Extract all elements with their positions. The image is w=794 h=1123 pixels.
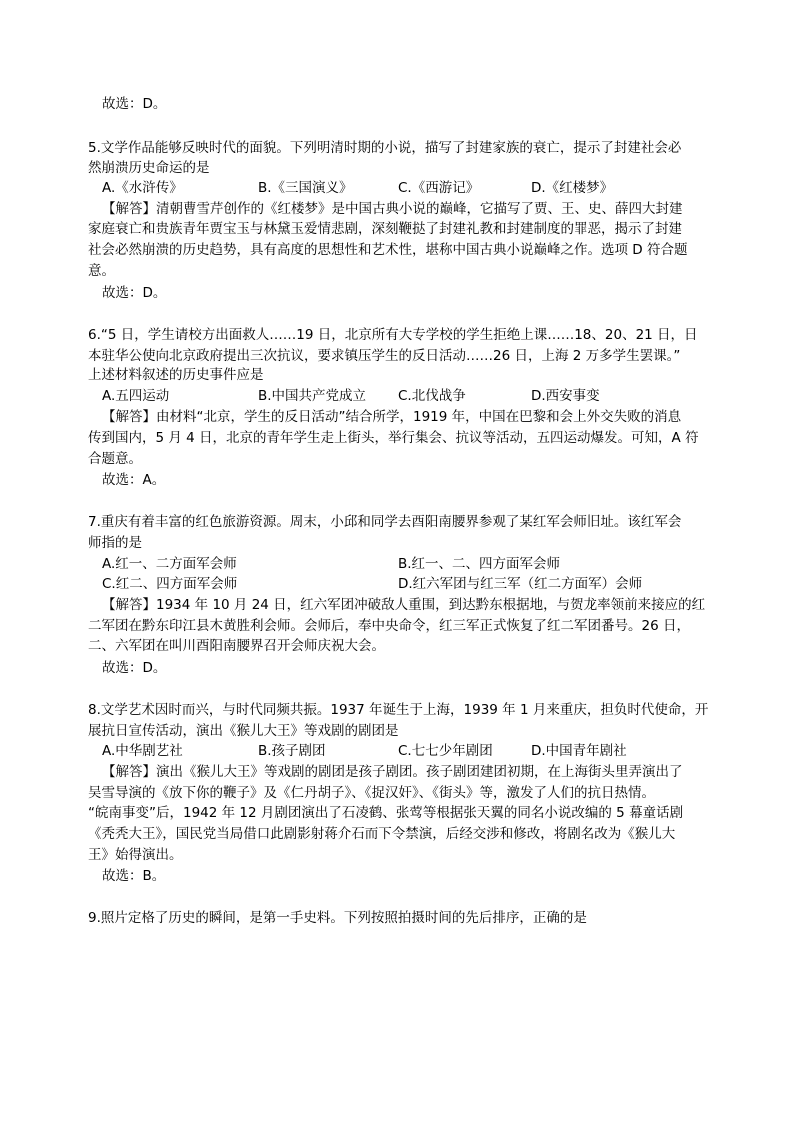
- q8-stem-line-1: 8.文学艺术因时而兴，与时代同频共振。1937 年诞生于上海，1939 年 1 月来重庆，担负时代使命，开: [88, 702, 709, 718]
- q5-stem-line-1: 5.文学作品能够反映时代的面貌。下列明清时期的小说，描写了封建家族的衰亡，提示了封建社会必: [88, 140, 682, 156]
- q6-stem-line-2: 本驻华公使向北京政府提出三次抗议，要求镇压学生的反日活动……26 日，上海 2 万多学生罢课。”: [88, 348, 681, 364]
- q7-option-c: C.红二、四方面军会师: [102, 576, 238, 592]
- q5-analysis-line-3: 社会必然崩溃的历史趋势，具有高度的思想性和艺术性，堪称中国古典小说巅峰之作。选项 D 符合题: [88, 242, 688, 258]
- q7-stem-line-2: 师指的是: [88, 535, 142, 551]
- q8-analysis-line-4: 《秃秃大王》，国民党当局借口此剧影射蒋介石而下令禁演，后经交涉和修改，将剧名改为《猴儿大: [88, 826, 676, 842]
- q6-option-d: D.西安事变: [531, 388, 600, 404]
- q6-option-b: B.中国共产党成立: [258, 388, 367, 404]
- q5-option-a: A.《水浒传》: [102, 180, 183, 196]
- q8-answer: 故选：B。: [102, 868, 166, 884]
- q8-stem-line-2: 展抗日宣传活动，演出《猴儿大王》等戏剧的剧团是: [88, 723, 399, 739]
- q6-option-c: C.北伐战争: [398, 388, 466, 404]
- q5-answer: 故选：D。: [102, 285, 167, 301]
- q5-analysis-line-4: 意。: [88, 263, 115, 279]
- q6-stem-line-1: 6.“5 日，学生请校方出面救人……19 日，北京所有大专学校的学生拒绝上课……18、20、21 日，日: [88, 327, 698, 343]
- q8-analysis-line-2: 吴雪导演的《放下你的鞭子》及《仁丹胡子》、《捉汉奸》、《街头》等，激发了人们的抗日热情。: [88, 785, 655, 801]
- q6-option-a: A.五四运动: [102, 388, 170, 404]
- q7-answer: 故选：D。: [102, 660, 167, 676]
- q7-option-d: D.红六军团与红三军（红二方面军）会师: [398, 576, 643, 592]
- q6-analysis-line-1: 【解答】由材料“北京，学生的反日活动”结合所学，1919 年，中国在巴黎和会上外交失败的消息: [102, 409, 682, 425]
- q7-analysis-line-3: 二、六军团在叫川酉阳南腰界召开会师庆祝大会。: [88, 638, 385, 654]
- q6-stem-line-3: 上述材料叙述的历史事件应是: [88, 367, 264, 383]
- q5-option-b: B.《三国演义》: [258, 180, 353, 196]
- q7-stem-line-1: 7.重庆有着丰富的红色旅游资源。周末，小邱和同学去酉阳南腰界参观了某红军会师旧址。该红军会: [88, 514, 682, 530]
- q7-analysis-line-1: 【解答】1934 年 10 月 24 日，红六军团冲破敌人重围，到达黔东根据地，与贺龙率领前来接应的红: [102, 597, 706, 613]
- q8-option-d: D.中国青年剧社: [531, 743, 627, 759]
- q9-stem-line-1: 9.照片定格了历史的瞬间，是第一手史料。下列按照拍摄时间的先后排序，正确的是: [88, 910, 587, 926]
- q5-option-c: C.《西游记》: [398, 180, 480, 196]
- q6-analysis-line-3: 合题意。: [88, 451, 142, 467]
- q7-analysis-line-2: 二军团在黔东印江县木黄胜利会师。会师后，奉中央命令，红三军正式恢复了红二军团番号。26 日，: [88, 618, 690, 634]
- q8-option-a: A.中华剧艺社: [102, 743, 183, 759]
- q5-analysis-line-1: 【解答】清朝曹雪芹创作的《红楼梦》是中国古典小说的巅峰，它描写了贾、王、史、薛四大封建: [102, 201, 683, 217]
- q7-option-b: B.红一、二、四方面军会师: [398, 556, 561, 572]
- q6-answer: 故选：A。: [102, 472, 166, 488]
- q4-answer: 故选：D。: [102, 96, 167, 112]
- q8-option-b: B.孩子剧团: [258, 743, 326, 759]
- q5-analysis-line-2: 家庭衰亡和贵族青年贾宝玉与林黛玉爱情悲剧，深刻鞭挞了封建礼教和封建制度的罪恶，揭示了封建: [88, 221, 682, 237]
- q8-analysis-line-1: 【解答】演出《猴儿大王》等戏剧的剧团是孩子剧团。孩子剧团建团初期，在上海街头里弄演出了: [102, 764, 683, 780]
- q7-option-a: A.红一、二方面军会师: [102, 556, 237, 572]
- q8-analysis-line-5: 王》始得演出。: [88, 847, 183, 863]
- q8-option-c: C.七七少年剧团: [398, 743, 493, 759]
- q6-analysis-line-2: 传到国内，5 月 4 日，北京的青年学生走上街头，举行集会、抗议等活动，五四运动爆发。可知，A 符: [88, 430, 699, 446]
- q5-stem-line-2: 然崩溃历史命运的是: [88, 160, 210, 176]
- q8-analysis-line-3: “皖南事变”后，1942 年 12 月剧团演出了石凌鹤、张莺等根据张天翼的同名小说改编的 5 幕童话剧: [88, 805, 684, 821]
- q5-option-d: D.《红楼梦》: [531, 180, 614, 196]
